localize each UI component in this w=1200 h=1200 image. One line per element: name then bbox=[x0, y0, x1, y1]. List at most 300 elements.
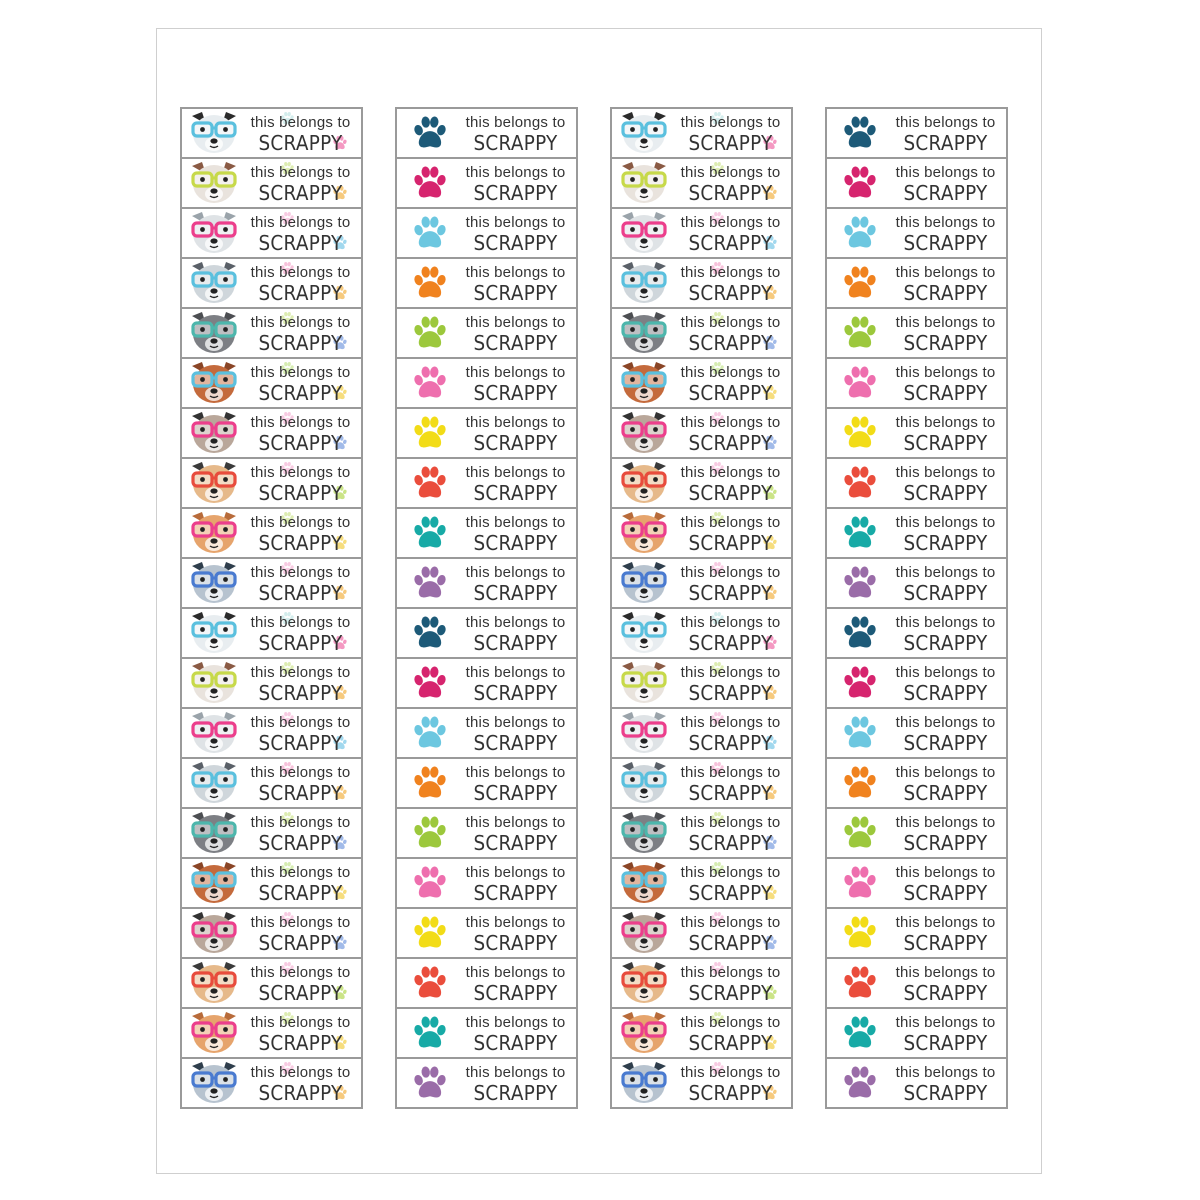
label-line-name: SCRAPPY bbox=[258, 781, 343, 805]
label-text bbox=[242, 865, 359, 903]
label-text bbox=[672, 815, 789, 853]
label-line-belongs: this belongs to bbox=[465, 864, 566, 881]
bulldog-icon bbox=[614, 1060, 674, 1106]
label-line-belongs: this belongs to bbox=[465, 214, 566, 231]
label-text bbox=[242, 565, 359, 603]
paw-print-icon bbox=[399, 210, 459, 256]
husky-dog-icon bbox=[184, 260, 244, 306]
label-text bbox=[672, 165, 789, 203]
label-line-name: SCRAPPY bbox=[903, 181, 988, 205]
label-line-belongs: this belongs to bbox=[250, 414, 351, 431]
paw-print-icon bbox=[399, 810, 459, 856]
label-text bbox=[242, 315, 359, 353]
label-line-name: SCRAPPY bbox=[473, 531, 558, 555]
paw-print-icon bbox=[829, 910, 889, 956]
label-column-2 bbox=[395, 109, 578, 1109]
label-text bbox=[242, 915, 359, 953]
paw-print-icon bbox=[399, 360, 459, 406]
pet-label bbox=[180, 1057, 363, 1109]
label-text bbox=[887, 765, 1004, 803]
paw-print-icon bbox=[399, 610, 459, 656]
label-text bbox=[887, 415, 1004, 453]
pug-dog-icon bbox=[184, 960, 244, 1006]
label-line-belongs: this belongs to bbox=[465, 564, 566, 581]
dachshund-dog-icon bbox=[614, 360, 674, 406]
dachshund-dog-icon bbox=[184, 360, 244, 406]
label-line-name: SCRAPPY bbox=[258, 531, 343, 555]
label-text bbox=[242, 165, 359, 203]
label-text bbox=[672, 415, 789, 453]
label-line-name: SCRAPPY bbox=[688, 881, 773, 905]
label-line-belongs: this belongs to bbox=[680, 564, 781, 581]
label-line-name: SCRAPPY bbox=[903, 481, 988, 505]
label-text bbox=[242, 765, 359, 803]
label-text bbox=[887, 365, 1004, 403]
label-line-belongs: this belongs to bbox=[465, 764, 566, 781]
pet-label bbox=[395, 1007, 578, 1059]
pet-label bbox=[610, 107, 793, 159]
pet-label bbox=[180, 807, 363, 859]
pet-label bbox=[180, 207, 363, 259]
label-line-belongs: this belongs to bbox=[895, 364, 996, 381]
label-column-1 bbox=[180, 109, 363, 1109]
label-line-name: SCRAPPY bbox=[258, 181, 343, 205]
label-text bbox=[242, 715, 359, 753]
label-text bbox=[457, 815, 574, 853]
gray-cat-icon bbox=[614, 310, 674, 356]
label-line-name: SCRAPPY bbox=[688, 381, 773, 405]
pet-label bbox=[395, 607, 578, 659]
label-text bbox=[887, 215, 1004, 253]
label-line-belongs: this belongs to bbox=[465, 1014, 566, 1031]
pet-label bbox=[180, 457, 363, 509]
label-text bbox=[242, 665, 359, 703]
label-line-name: SCRAPPY bbox=[473, 981, 558, 1005]
pug-dog-icon bbox=[614, 960, 674, 1006]
pet-label bbox=[180, 107, 363, 159]
label-text bbox=[887, 265, 1004, 303]
pet-label bbox=[610, 857, 793, 909]
pet-label bbox=[825, 807, 1008, 859]
paw-print-icon bbox=[399, 160, 459, 206]
pet-label bbox=[610, 407, 793, 459]
pet-label bbox=[180, 957, 363, 1009]
label-line-name: SCRAPPY bbox=[473, 681, 558, 705]
label-line-belongs: this belongs to bbox=[250, 714, 351, 731]
label-line-name: SCRAPPY bbox=[473, 281, 558, 305]
label-line-name: SCRAPPY bbox=[903, 331, 988, 355]
label-line-belongs: this belongs to bbox=[680, 914, 781, 931]
pet-label bbox=[395, 557, 578, 609]
pet-label bbox=[395, 757, 578, 809]
label-line-belongs: this belongs to bbox=[895, 814, 996, 831]
koala-icon bbox=[614, 710, 674, 756]
label-line-belongs: this belongs to bbox=[465, 614, 566, 631]
label-line-belongs: this belongs to bbox=[895, 914, 996, 931]
label-text bbox=[887, 315, 1004, 353]
husky-dog-icon bbox=[614, 760, 674, 806]
paw-print-icon bbox=[829, 460, 889, 506]
label-text bbox=[887, 665, 1004, 703]
label-text bbox=[242, 515, 359, 553]
label-text bbox=[672, 715, 789, 753]
pet-label bbox=[610, 1057, 793, 1109]
label-line-belongs: this belongs to bbox=[250, 314, 351, 331]
label-line-belongs: this belongs to bbox=[895, 514, 996, 531]
label-text bbox=[672, 215, 789, 253]
label-text bbox=[672, 1015, 789, 1053]
pet-label bbox=[180, 607, 363, 659]
koala-icon bbox=[184, 210, 244, 256]
label-line-belongs: this belongs to bbox=[250, 364, 351, 381]
label-line-name: SCRAPPY bbox=[688, 581, 773, 605]
pet-label bbox=[610, 957, 793, 1009]
paw-print-icon bbox=[399, 1010, 459, 1056]
pet-label bbox=[395, 907, 578, 959]
label-line-name: SCRAPPY bbox=[258, 1031, 343, 1055]
label-line-belongs: this belongs to bbox=[250, 964, 351, 981]
label-text bbox=[242, 815, 359, 853]
label-line-name: SCRAPPY bbox=[258, 1081, 343, 1105]
label-line-name: SCRAPPY bbox=[903, 581, 988, 605]
label-line-belongs: this belongs to bbox=[680, 764, 781, 781]
label-line-belongs: this belongs to bbox=[250, 614, 351, 631]
dachshund-dog-icon bbox=[184, 860, 244, 906]
pet-label bbox=[825, 857, 1008, 909]
pet-label bbox=[610, 557, 793, 609]
label-text bbox=[457, 365, 574, 403]
label-text bbox=[672, 1065, 789, 1103]
pet-label bbox=[825, 507, 1008, 559]
label-line-name: SCRAPPY bbox=[473, 581, 558, 605]
label-line-name: SCRAPPY bbox=[903, 981, 988, 1005]
label-text bbox=[672, 765, 789, 803]
label-line-name: SCRAPPY bbox=[903, 931, 988, 955]
label-line-belongs: this belongs to bbox=[465, 814, 566, 831]
pet-label bbox=[610, 207, 793, 259]
pet-label bbox=[610, 907, 793, 959]
paw-print-icon bbox=[829, 410, 889, 456]
label-text bbox=[672, 315, 789, 353]
pet-label bbox=[395, 357, 578, 409]
dalmatian-dog-icon bbox=[184, 110, 244, 156]
label-text bbox=[672, 465, 789, 503]
pet-label bbox=[825, 257, 1008, 309]
pet-label bbox=[395, 1057, 578, 1109]
label-line-name: SCRAPPY bbox=[258, 831, 343, 855]
raccoon-icon bbox=[184, 410, 244, 456]
label-text bbox=[242, 365, 359, 403]
label-line-belongs: this belongs to bbox=[680, 514, 781, 531]
pet-label bbox=[610, 457, 793, 509]
label-line-belongs: this belongs to bbox=[895, 314, 996, 331]
label-text bbox=[242, 215, 359, 253]
label-text bbox=[457, 1015, 574, 1053]
label-text bbox=[457, 465, 574, 503]
pet-label bbox=[395, 207, 578, 259]
label-line-name: SCRAPPY bbox=[688, 681, 773, 705]
label-line-name: SCRAPPY bbox=[473, 1031, 558, 1055]
label-sheet bbox=[156, 28, 1042, 1174]
label-line-name: SCRAPPY bbox=[688, 731, 773, 755]
husky-dog-icon bbox=[184, 760, 244, 806]
label-line-belongs: this belongs to bbox=[250, 914, 351, 931]
koala-icon bbox=[184, 710, 244, 756]
label-line-name: SCRAPPY bbox=[688, 331, 773, 355]
gray-cat-icon bbox=[184, 310, 244, 356]
label-text bbox=[242, 1015, 359, 1053]
label-line-belongs: this belongs to bbox=[680, 614, 781, 631]
pet-label bbox=[825, 657, 1008, 709]
bulldog-icon bbox=[184, 560, 244, 606]
paw-print-icon bbox=[829, 560, 889, 606]
label-line-name: SCRAPPY bbox=[473, 181, 558, 205]
label-line-belongs: this belongs to bbox=[680, 164, 781, 181]
pet-label bbox=[395, 307, 578, 359]
label-line-name: SCRAPPY bbox=[903, 681, 988, 705]
label-line-name: SCRAPPY bbox=[258, 431, 343, 455]
pet-label bbox=[825, 407, 1008, 459]
pet-label bbox=[180, 707, 363, 759]
pet-label bbox=[395, 257, 578, 309]
label-line-name: SCRAPPY bbox=[258, 881, 343, 905]
label-line-belongs: this belongs to bbox=[895, 1064, 996, 1081]
label-text bbox=[457, 415, 574, 453]
label-line-name: SCRAPPY bbox=[903, 231, 988, 255]
label-text bbox=[242, 265, 359, 303]
pet-label bbox=[610, 607, 793, 659]
koala-icon bbox=[614, 210, 674, 256]
label-text bbox=[672, 365, 789, 403]
label-line-belongs: this belongs to bbox=[465, 914, 566, 931]
paw-print-icon bbox=[829, 210, 889, 256]
paw-print-icon bbox=[399, 1060, 459, 1106]
raccoon-icon bbox=[614, 410, 674, 456]
label-line-belongs: this belongs to bbox=[680, 964, 781, 981]
paw-print-icon bbox=[399, 260, 459, 306]
label-text bbox=[672, 915, 789, 953]
pet-label bbox=[180, 507, 363, 559]
label-line-name: SCRAPPY bbox=[903, 631, 988, 655]
label-text bbox=[887, 1015, 1004, 1053]
label-line-belongs: this belongs to bbox=[895, 214, 996, 231]
label-line-belongs: this belongs to bbox=[680, 314, 781, 331]
label-line-belongs: this belongs to bbox=[250, 864, 351, 881]
pet-label bbox=[610, 1007, 793, 1059]
label-line-name: SCRAPPY bbox=[473, 781, 558, 805]
label-text bbox=[457, 715, 574, 753]
label-line-name: SCRAPPY bbox=[473, 231, 558, 255]
label-line-name: SCRAPPY bbox=[258, 731, 343, 755]
label-line-name: SCRAPPY bbox=[903, 881, 988, 905]
label-text bbox=[457, 865, 574, 903]
pet-label bbox=[180, 307, 363, 359]
dalmatian-dog-icon bbox=[614, 110, 674, 156]
label-text bbox=[672, 115, 789, 153]
label-line-name: SCRAPPY bbox=[473, 131, 558, 155]
pet-label bbox=[395, 507, 578, 559]
label-text bbox=[242, 615, 359, 653]
label-text bbox=[887, 165, 1004, 203]
label-line-belongs: this belongs to bbox=[895, 464, 996, 481]
label-column-4 bbox=[825, 109, 1008, 1109]
label-text bbox=[887, 715, 1004, 753]
pet-label bbox=[395, 807, 578, 859]
label-line-belongs: this belongs to bbox=[680, 1014, 781, 1031]
label-column-3 bbox=[610, 109, 793, 1109]
label-line-belongs: this belongs to bbox=[465, 164, 566, 181]
label-line-belongs: this belongs to bbox=[895, 864, 996, 881]
label-line-name: SCRAPPY bbox=[688, 1031, 773, 1055]
label-line-belongs: this belongs to bbox=[680, 214, 781, 231]
paw-print-icon bbox=[399, 310, 459, 356]
label-line-belongs: this belongs to bbox=[680, 714, 781, 731]
orange-cat-icon bbox=[184, 1010, 244, 1056]
pet-label bbox=[395, 857, 578, 909]
label-line-belongs: this belongs to bbox=[465, 964, 566, 981]
label-line-name: SCRAPPY bbox=[258, 631, 343, 655]
label-text bbox=[242, 465, 359, 503]
label-line-belongs: this belongs to bbox=[680, 664, 781, 681]
label-text bbox=[887, 615, 1004, 653]
pug-dog-icon bbox=[184, 460, 244, 506]
pet-label bbox=[395, 657, 578, 709]
label-text bbox=[457, 115, 574, 153]
pet-label bbox=[180, 157, 363, 209]
label-line-name: SCRAPPY bbox=[688, 431, 773, 455]
label-text bbox=[672, 515, 789, 553]
pet-label bbox=[610, 307, 793, 359]
shih-tzu-dog-icon bbox=[614, 160, 674, 206]
label-text bbox=[457, 1065, 574, 1103]
label-line-name: SCRAPPY bbox=[258, 481, 343, 505]
label-text bbox=[887, 565, 1004, 603]
husky-dog-icon bbox=[614, 260, 674, 306]
paw-print-icon bbox=[829, 1010, 889, 1056]
pet-label bbox=[610, 657, 793, 709]
pet-label bbox=[180, 1007, 363, 1059]
label-text bbox=[242, 1065, 359, 1103]
bulldog-icon bbox=[614, 560, 674, 606]
label-text bbox=[887, 815, 1004, 853]
pet-label bbox=[395, 707, 578, 759]
label-line-belongs: this belongs to bbox=[895, 664, 996, 681]
paw-print-icon bbox=[829, 960, 889, 1006]
label-line-belongs: this belongs to bbox=[680, 814, 781, 831]
label-line-belongs: this belongs to bbox=[465, 314, 566, 331]
label-text bbox=[242, 415, 359, 453]
pet-label bbox=[825, 757, 1008, 809]
pet-label bbox=[180, 357, 363, 409]
label-line-name: SCRAPPY bbox=[473, 831, 558, 855]
pet-label bbox=[180, 657, 363, 709]
label-line-name: SCRAPPY bbox=[688, 981, 773, 1005]
label-line-name: SCRAPPY bbox=[688, 531, 773, 555]
pet-label bbox=[610, 507, 793, 559]
label-line-name: SCRAPPY bbox=[473, 881, 558, 905]
label-line-name: SCRAPPY bbox=[688, 781, 773, 805]
label-line-name: SCRAPPY bbox=[473, 381, 558, 405]
pet-label bbox=[180, 857, 363, 909]
label-line-name: SCRAPPY bbox=[688, 131, 773, 155]
label-line-belongs: this belongs to bbox=[250, 1064, 351, 1081]
label-line-belongs: this belongs to bbox=[680, 1064, 781, 1081]
pet-label bbox=[825, 557, 1008, 609]
pet-label bbox=[395, 957, 578, 1009]
pet-label bbox=[395, 457, 578, 509]
label-line-name: SCRAPPY bbox=[903, 831, 988, 855]
label-text bbox=[672, 615, 789, 653]
label-text bbox=[887, 865, 1004, 903]
label-line-belongs: this belongs to bbox=[465, 714, 566, 731]
label-line-name: SCRAPPY bbox=[473, 331, 558, 355]
pet-label bbox=[610, 707, 793, 759]
label-line-name: SCRAPPY bbox=[473, 1081, 558, 1105]
label-line-belongs: this belongs to bbox=[250, 1014, 351, 1031]
label-line-name: SCRAPPY bbox=[473, 431, 558, 455]
paw-print-icon bbox=[829, 310, 889, 356]
label-line-name: SCRAPPY bbox=[903, 1031, 988, 1055]
pet-label bbox=[610, 157, 793, 209]
label-line-belongs: this belongs to bbox=[465, 264, 566, 281]
label-line-name: SCRAPPY bbox=[903, 381, 988, 405]
paw-print-icon bbox=[829, 260, 889, 306]
label-line-belongs: this belongs to bbox=[895, 1014, 996, 1031]
label-text bbox=[457, 615, 574, 653]
label-line-belongs: this belongs to bbox=[895, 164, 996, 181]
label-line-belongs: this belongs to bbox=[250, 664, 351, 681]
label-text bbox=[242, 965, 359, 1003]
pet-label bbox=[610, 807, 793, 859]
label-line-belongs: this belongs to bbox=[680, 464, 781, 481]
label-line-belongs: this belongs to bbox=[895, 564, 996, 581]
label-line-belongs: this belongs to bbox=[250, 164, 351, 181]
paw-print-icon bbox=[399, 910, 459, 956]
pet-label bbox=[825, 107, 1008, 159]
pet-label bbox=[825, 457, 1008, 509]
dalmatian-dog-icon bbox=[184, 610, 244, 656]
label-text bbox=[887, 1065, 1004, 1103]
label-text bbox=[672, 265, 789, 303]
paw-print-icon bbox=[399, 660, 459, 706]
label-text bbox=[457, 565, 574, 603]
label-line-belongs: this belongs to bbox=[465, 664, 566, 681]
label-line-name: SCRAPPY bbox=[688, 281, 773, 305]
shih-tzu-dog-icon bbox=[184, 660, 244, 706]
gray-cat-icon bbox=[614, 810, 674, 856]
label-line-name: SCRAPPY bbox=[903, 1081, 988, 1105]
label-line-belongs: this belongs to bbox=[895, 714, 996, 731]
label-line-name: SCRAPPY bbox=[258, 681, 343, 705]
pet-label bbox=[825, 1057, 1008, 1109]
label-line-name: SCRAPPY bbox=[903, 281, 988, 305]
label-line-name: SCRAPPY bbox=[473, 631, 558, 655]
paw-print-icon bbox=[829, 110, 889, 156]
paw-print-icon bbox=[829, 810, 889, 856]
label-line-name: SCRAPPY bbox=[903, 781, 988, 805]
pet-label bbox=[180, 407, 363, 459]
label-line-name: SCRAPPY bbox=[258, 131, 343, 155]
label-line-name: SCRAPPY bbox=[473, 931, 558, 955]
label-text bbox=[887, 115, 1004, 153]
label-line-name: SCRAPPY bbox=[903, 431, 988, 455]
gray-cat-icon bbox=[184, 810, 244, 856]
label-line-belongs: this belongs to bbox=[465, 114, 566, 131]
pet-label bbox=[180, 557, 363, 609]
label-line-name: SCRAPPY bbox=[258, 281, 343, 305]
label-text bbox=[242, 115, 359, 153]
label-line-name: SCRAPPY bbox=[258, 381, 343, 405]
